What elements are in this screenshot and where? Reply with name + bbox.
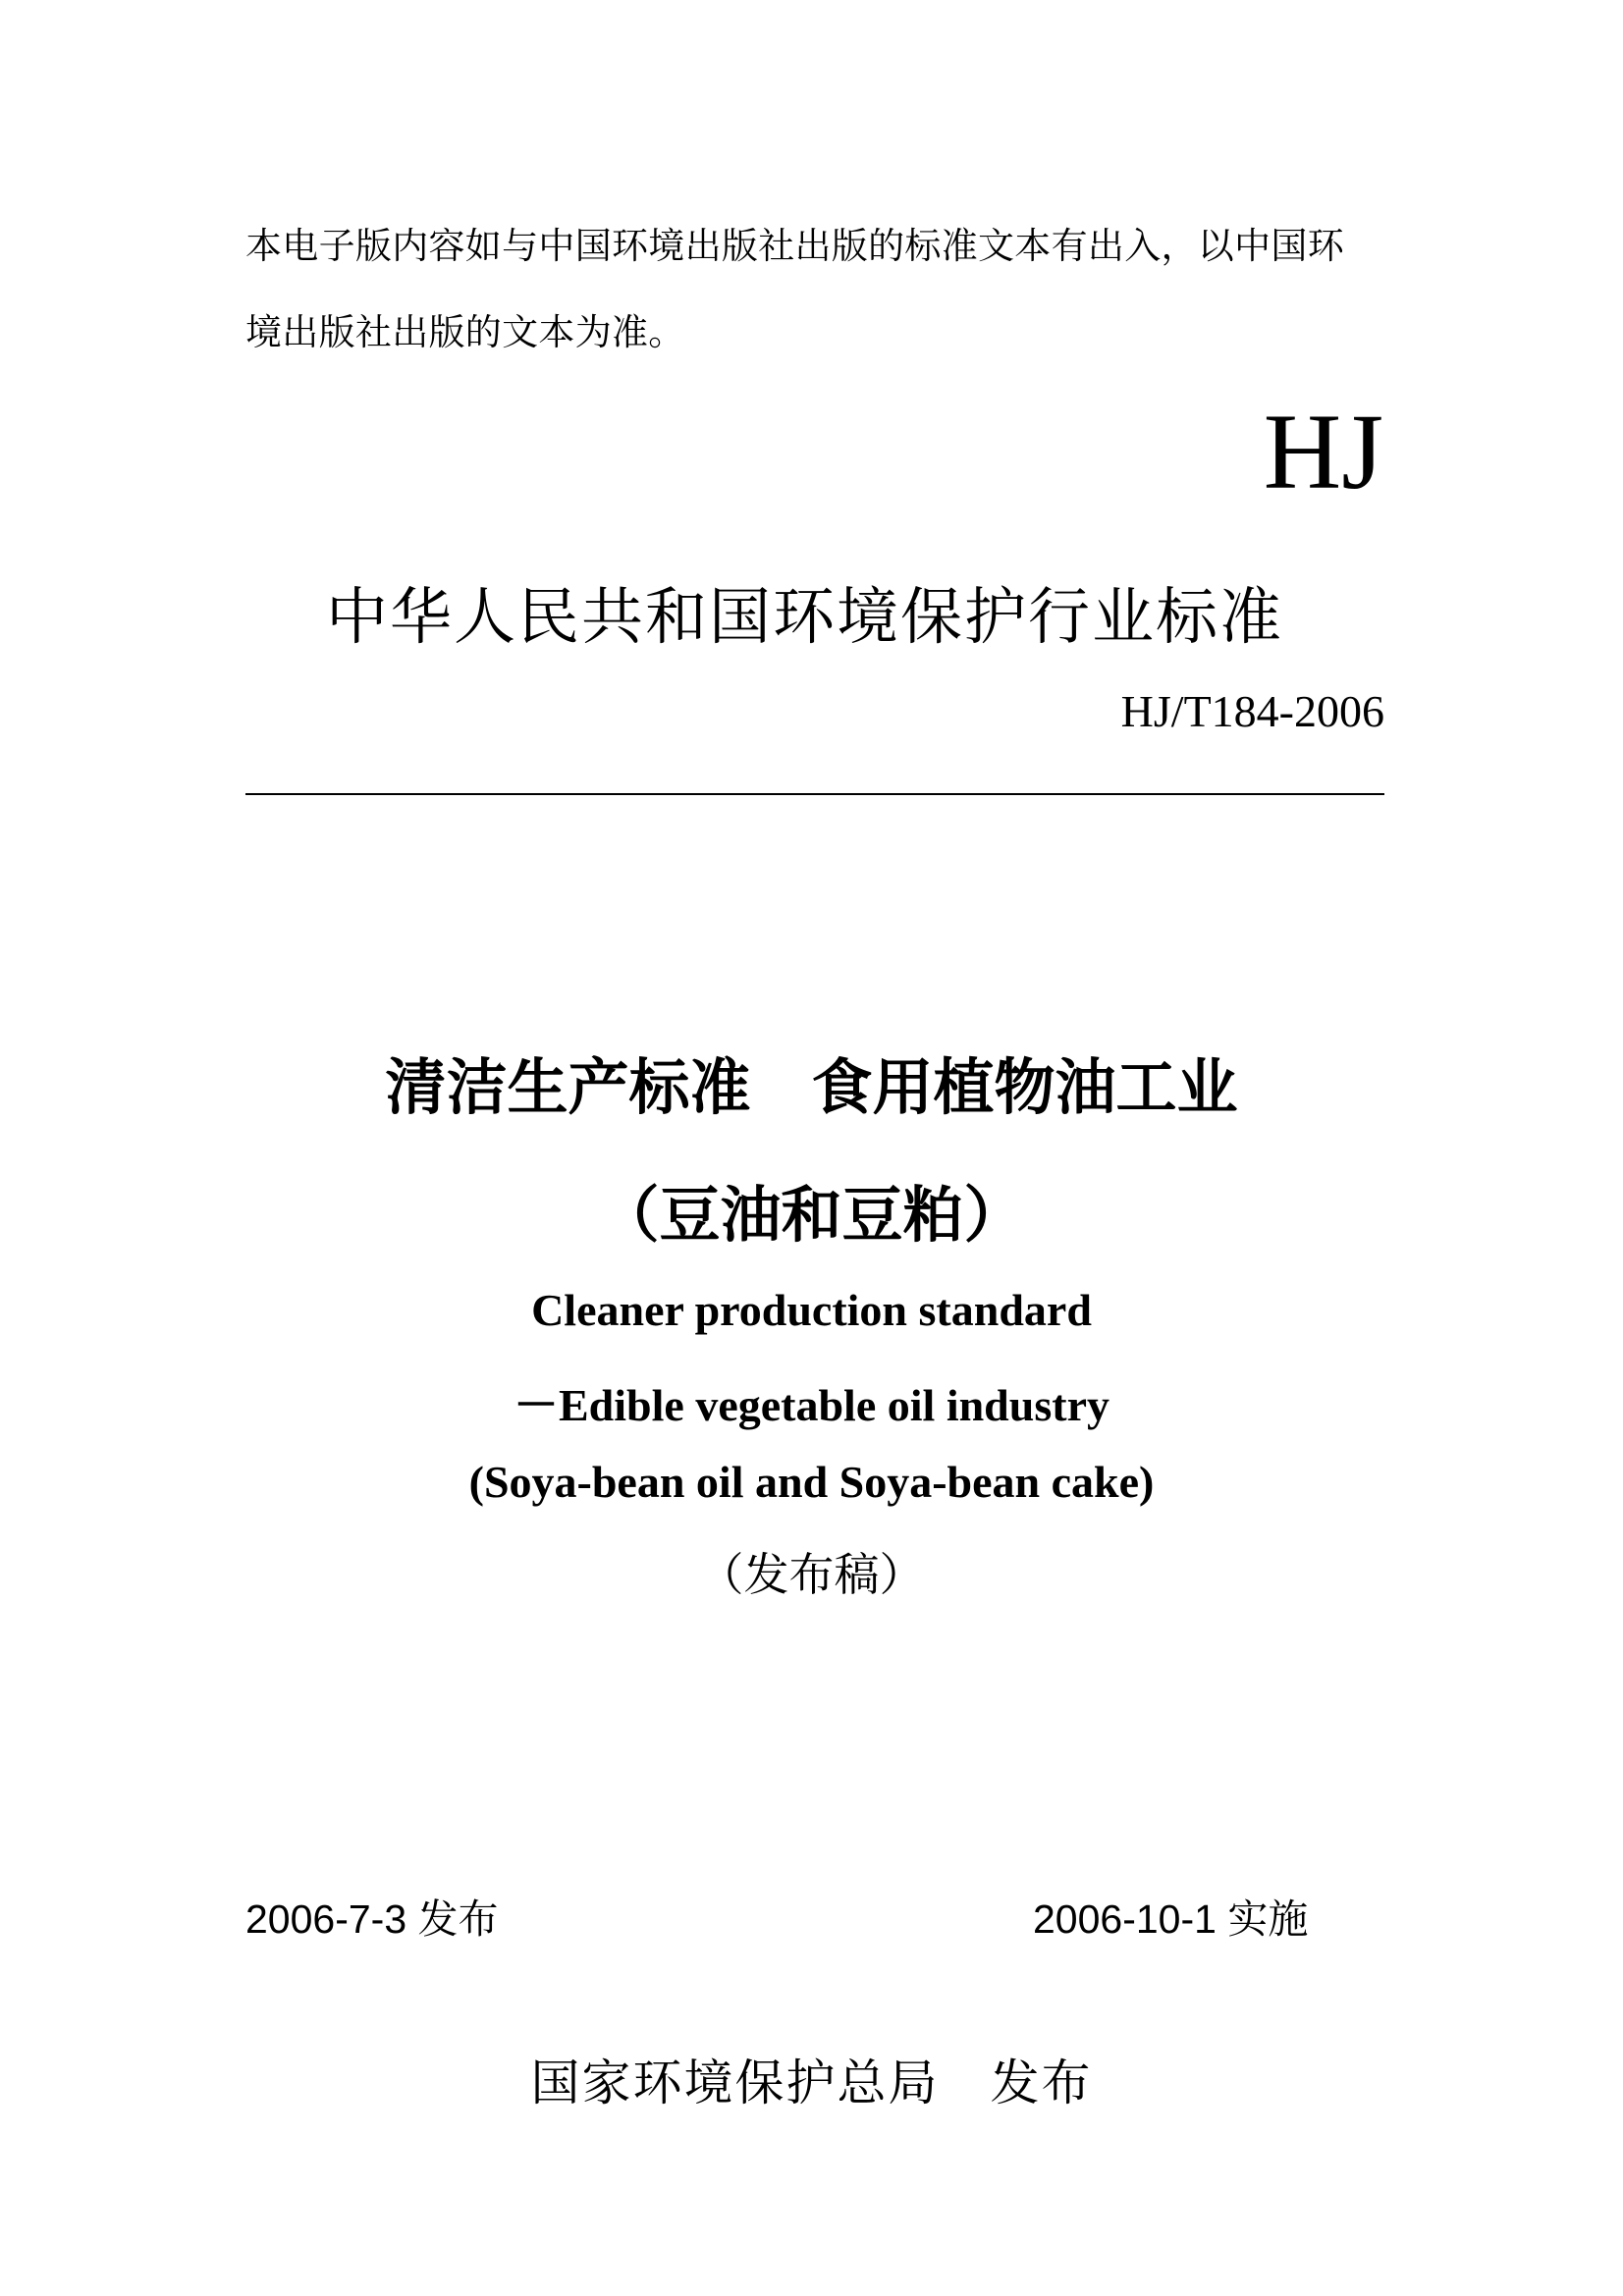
notice-line-1: 本电子版内容如与中国环境出版社出版的标准文本有出入，以中国环 [245,225,1344,267]
draft-label: （发布稿） [698,1548,925,1601]
issuing-authority: 国家环境保护总局 发布 [530,2055,1093,2111]
english-title-line-3: (Soya-bean oil and Soya-bean cake) [468,1457,1155,1507]
standard-number: HJ/T184-2006 [1120,686,1384,736]
notice-line-2: 境出版社出版的文本为准。 [245,311,685,353]
chinese-title-line-2: （豆油和豆粕） [598,1182,1025,1250]
english-title-line-1: Cleaner production standard [531,1285,1092,1335]
issue-date: 2006-7-3 发布 [245,1896,499,1942]
english-title-line-2: －Edible vegetable oil industry [514,1380,1109,1430]
header-divider [245,793,1384,795]
chinese-title-line-1: 清洁生产标准 食用植物油工业 [385,1054,1238,1122]
implementation-date: 2006-10-1 实施 [1033,1896,1309,1942]
organization-title: 中华人民共和国环境保护行业标准 [326,581,1283,653]
standard-code-mark: HJ [1263,392,1383,511]
